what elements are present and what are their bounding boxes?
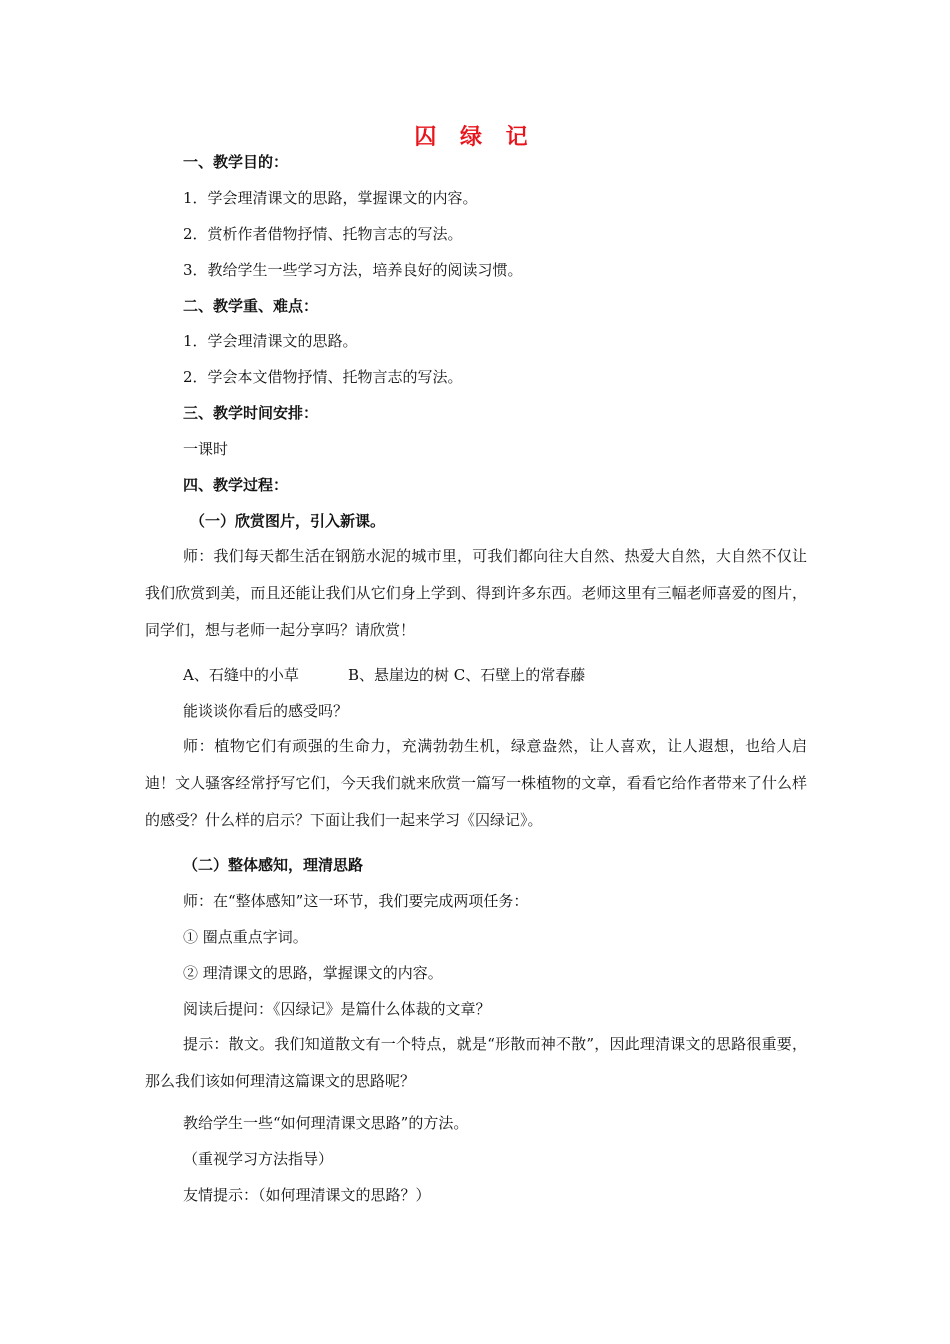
section-heading-time: 三、教学时间安排：: [183, 404, 319, 422]
task-item: ① 圈点重点字词。: [183, 928, 308, 946]
paragraph-tasks: 师：在“整体感知”这一环节，我们要完成两项任务：: [183, 892, 529, 910]
key-point-item: 1．学会理清课文的思路。: [183, 332, 358, 350]
objective-item: 2．赏析作者借物抒情、托物言志的写法。: [183, 225, 463, 243]
question-genre: 阅读后提问：《囚绿记》是篇什么体裁的文章？: [183, 1000, 491, 1018]
section-heading-objectives: 一、教学目的：: [183, 153, 289, 171]
key-point-item: 2．学会本文借物抒情、托物言志的写法。: [183, 368, 463, 386]
subsection-heading-overview: （二）整体感知，理清思路: [183, 856, 364, 874]
section-heading-process: 四、教学过程：: [183, 476, 289, 494]
option-a: A、石缝中的小草: [183, 666, 299, 684]
paragraph-teacher: 师：植物它们有顽强的生命力，充满勃勃生机，绿意盎然，让人喜欢，让人遐想，也给人启迪！文人骚客经常抒写它们，今天我们就来欣赏一篇写一株植物的文章，看看它给作者带来了什么样的感受？什么样的启示？下面让我们一起来学习《囚绿记》。: [145, 737, 807, 829]
objective-item: 1．学会理清课文的思路，掌握课文的内容。: [183, 189, 478, 207]
option-bc: B、悬崖边的树 C、石壁上的常春藤: [348, 666, 586, 684]
document-title: 囚 绿 记: [414, 125, 536, 150]
question-feeling: 能谈谈你看后的感受吗？: [183, 702, 349, 720]
friendly-hint: 友情提示：（如何理清课文的思路？）: [183, 1186, 431, 1204]
paragraph-method: 教给学生一些“如何理清课文思路”的方法。: [183, 1114, 469, 1132]
time-text: 一课时: [183, 440, 229, 458]
paragraph-intro: 师：我们每天都生活在钢筋水泥的城市里，可我们都向往大自然、热爱大自然，大自然不仅让我们欣赏到美，而且还能让我们从它们身上学到、得到许多东西。老师这里有三幅老师喜爱的图片，同学们，想与老师一起分享吗？请欣赏！: [145, 547, 807, 639]
task-item: ② 理清课文的思路，掌握课文的内容。: [183, 964, 443, 982]
section-heading-key-points: 二、教学重、难点：: [183, 297, 319, 315]
subsection-heading-intro: （一）欣赏图片，引入新课。: [190, 512, 386, 530]
paragraph-hint: 提示：散文。我们知道散文有一个特点，就是“形散而神不散”，因此理清课文的思路很重要，那么我们该如何理清这篇课文的思路呢？: [145, 1035, 807, 1090]
objective-item: 3．教给学生一些学习方法，培养良好的阅读习惯。: [183, 261, 523, 279]
picture-options: [183, 665, 585, 685]
method-note: （重视学习方法指导）: [183, 1150, 334, 1168]
